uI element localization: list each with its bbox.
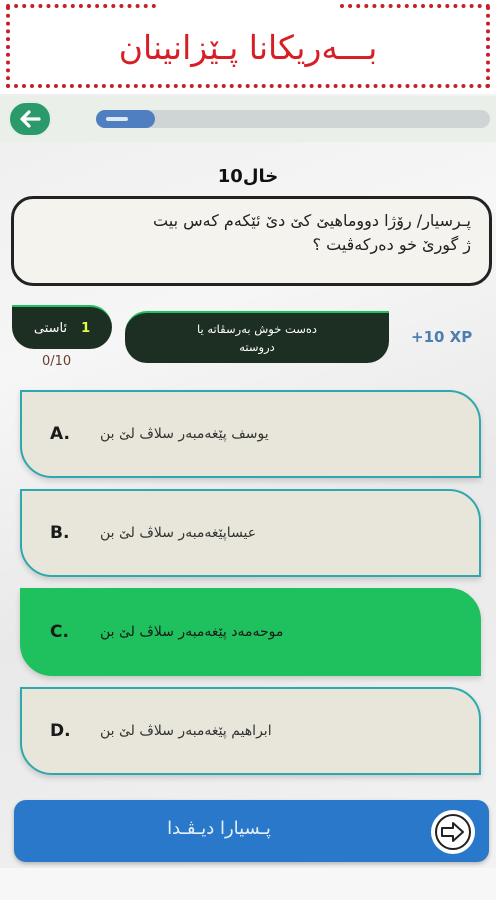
option-letter: B. <box>50 523 70 543</box>
arrow-left-icon <box>17 108 43 130</box>
option-text: عیساپێغەمبەر سلاڤ لێ بن <box>100 525 257 541</box>
option-d[interactable] <box>20 687 481 775</box>
option-text: ابراهیم پێغەمبەر سلاڤ لێ بن <box>100 723 272 739</box>
option-a[interactable] <box>20 390 481 478</box>
feedback-badge <box>125 311 389 363</box>
next-question-label: پـسیارا دیـڤـدا <box>167 818 271 839</box>
back-button[interactable] <box>8 101 52 137</box>
option-text: یوسف پێغەمبەر سلاڤ لێ بن <box>100 426 269 442</box>
app-title: بـــەریکانا پـێزانینان <box>118 28 378 67</box>
level-label: ئاستی <box>33 320 68 336</box>
option-letter: D. <box>50 721 71 741</box>
progress-shine <box>106 117 128 121</box>
quiz-progress-bar <box>96 110 490 128</box>
points-label: 10خال <box>217 166 279 187</box>
feedback-line-1: دەست خوش بەرسڤاتە یا <box>196 322 318 336</box>
option-letter: A. <box>50 424 70 444</box>
arrow-right-circle-icon <box>431 810 475 854</box>
top-bar <box>0 96 496 142</box>
answered-count: 0/10 <box>42 354 72 369</box>
option-b[interactable] <box>20 489 481 577</box>
option-letter: C. <box>50 622 69 642</box>
xp-reward: +10 XP <box>411 328 473 346</box>
question-card <box>11 196 492 286</box>
option-text: موحەمەد پێغەمبەر سلاڤ لێ بن <box>100 624 284 640</box>
level-number: 1 <box>81 320 91 336</box>
question-text-line-1: پـرسیار/ رۆژا دووماهیێ کێ دێ ئێکەم کەس بیت <box>153 211 471 230</box>
level-badge <box>12 305 112 349</box>
option-c[interactable] <box>20 588 481 676</box>
app-header <box>0 0 496 94</box>
question-text-line-2: ژ گورێ خو دەرکەڤیت ؟ <box>312 235 471 254</box>
bottom-strip <box>0 868 496 900</box>
quiz-progress-fill <box>96 110 155 128</box>
next-question-button[interactable] <box>14 800 489 862</box>
feedback-line-2: دروستە <box>239 340 275 354</box>
